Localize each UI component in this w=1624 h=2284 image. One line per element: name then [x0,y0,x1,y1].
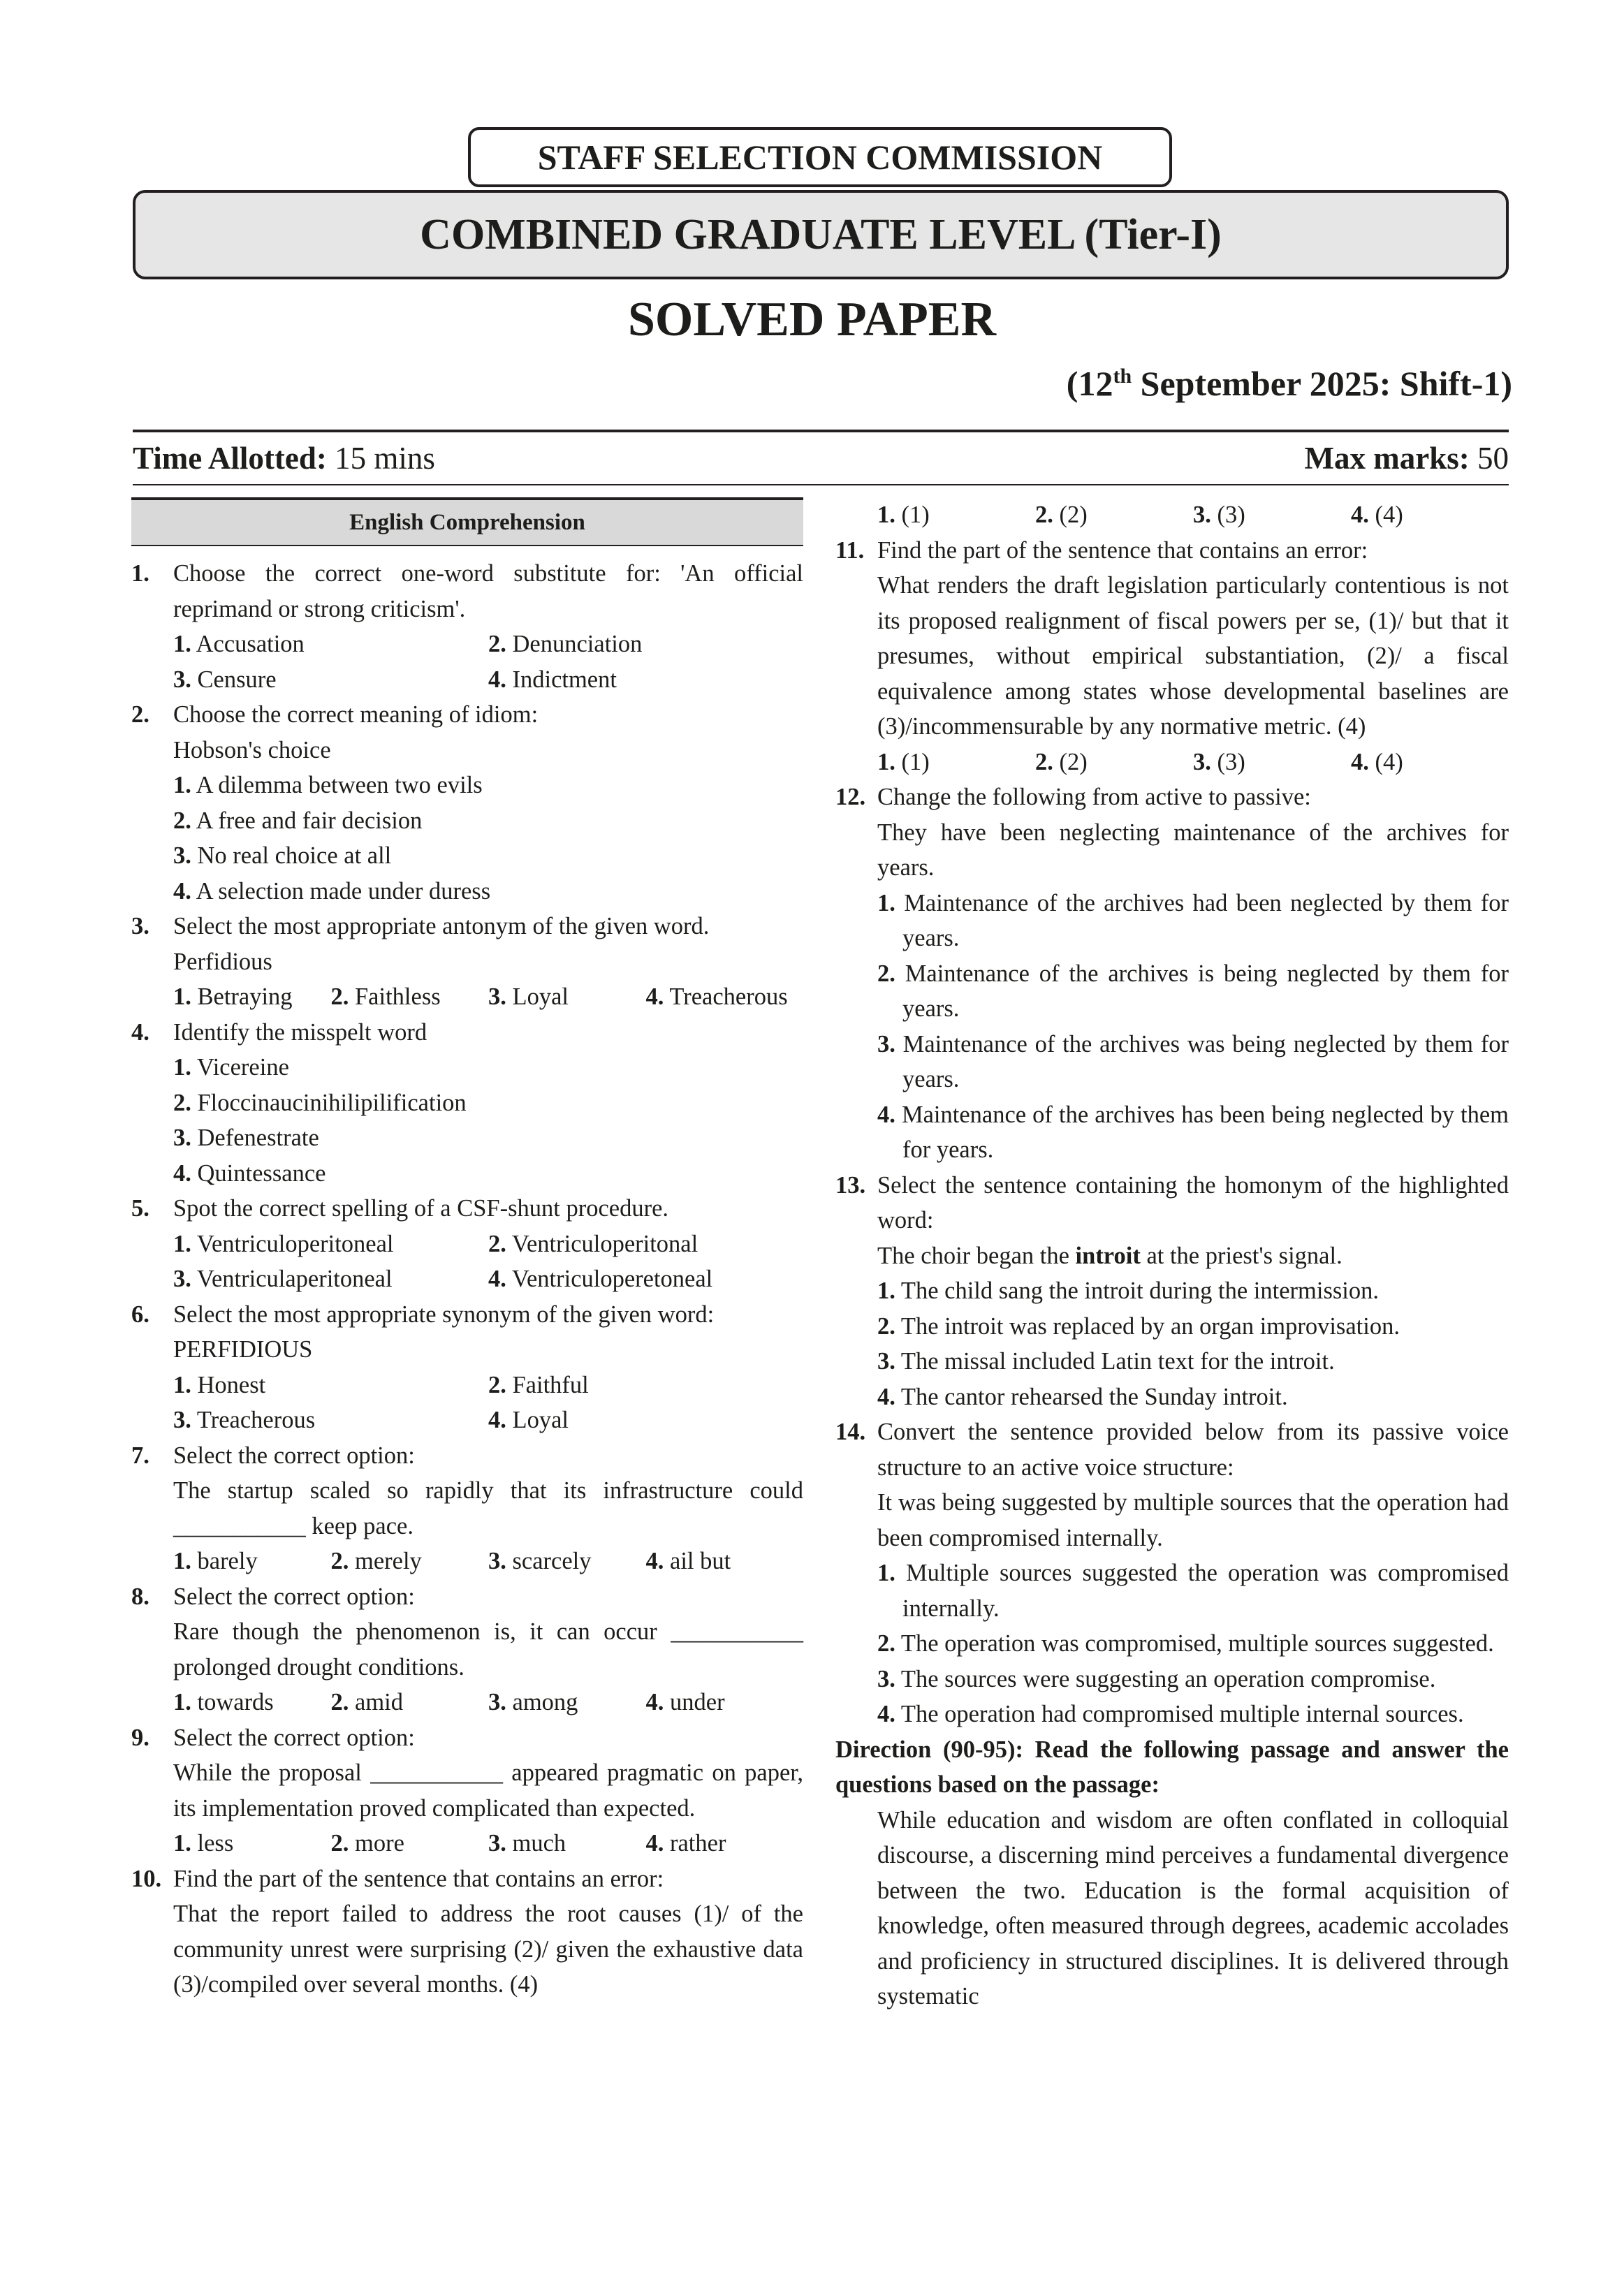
options: 1. Betraying 2. Faithless 3. Loyal 4. Treacherous [173,983,788,1010]
options: 1. less 2. more 3. much 4. rather [173,1830,726,1857]
option: 2. A free and fair decision [173,807,423,834]
exam-title: COMBINED GRADUATE LEVEL (Tier-I) [420,210,1222,258]
options: 1. towards 2. amid 3. among 4. under [173,1689,725,1715]
option: 1. A dilemma between two evils [173,772,483,798]
question-prompt: While the proposal ___________ appeared pragmatic on paper, its implementation proved complicated than expected. [173,1759,803,1822]
option: 4. Maintenance of the archives has been being neglected by them for years. [877,1101,1509,1163]
question: 14. Convert the sentence provided below from its passive voice structure to an active voice structure: [835,1419,1509,1481]
question: 6. Select the most appropriate synonym of the given word: [131,1301,715,1328]
question-prompt: PERFIDIOUS [173,1336,313,1363]
right-column [835,497,1509,2014]
divider [133,430,1509,432]
option: 1. Maintenance of the archives had been neglected by them for years. [877,889,1509,951]
question: 7. Select the correct option: [131,1442,415,1469]
option: 1. The child sang the introit during the intermission. [877,1278,1380,1304]
question-prompt: That the report failed to address the root causes (1)/ of the community unrest were surprising (2)/ given the exhaustive data (3)/compiled over several months. (4) [173,1901,803,1998]
question: 1. Choose the correct one-word substitute for: 'An official reprimand or strong criticism'. [131,560,803,622]
org-banner [468,127,1172,187]
question-prompt: It was being suggested by multiple sources that the operation had been compromised internally. [877,1489,1509,1551]
question-prompt: The startup scaled so rapidly that its infrastructure could ___________ keep pace. [173,1477,803,1539]
option: 2. The operation was compromised, multiple sources suggested. [877,1630,1494,1657]
options: 1. Accusation 2. Denunciation [173,631,643,657]
options: 3. Treacherous 4. Loyal [173,1407,569,1433]
option: 3. The sources were suggesting an operation compromise. [877,1665,1436,1692]
passage-direction: Direction (90-95): Read the following passage and answer the questions based on the passage: [835,1736,1509,1798]
option: 2. Maintenance of the archives is being neglected by them for years. [877,960,1509,1022]
option: 3. No real choice at all [173,842,392,869]
question-prompt: Rare though the phenomenon is, it can occur ___________ prolonged drought conditions. [173,1618,803,1681]
question: 9. Select the correct option: [131,1724,415,1751]
options: 3. Censure 4. Indictment [173,666,617,693]
option: 4. The operation had compromised multiple internal sources. [877,1701,1464,1727]
option: 3. The missal included Latin text for the introit. [877,1348,1335,1375]
question: 10. Find the part of the sentence that contains an error: [131,1865,664,1892]
question-prompt: Perfidious [173,948,272,975]
option: 1. Vicereine [173,1054,289,1081]
question-prompt: What renders the draft legislation particularly contentious is not its proposed realignment of fiscal powers per se, (1)/ but that it presumes, without empirical substantiation, (2)/ a fiscal equivalence among states whose developmental baselines are (3)/incommensurable by any normative metric. (4) [877,572,1509,740]
option: 4. A selection made under duress [173,877,491,905]
question-prompt: The choir began the introit at the priest's signal. [877,1242,1343,1269]
org-title: STAFF SELECTION COMMISSION [537,138,1103,177]
options: 1. (1) 2. (2) 3. (3) 4. (4) [877,502,1403,528]
question: 2. Choose the correct meaning of idiom: [131,701,539,728]
passage-text: While education and wisdom are often conflated in colloquial discourse, a discerning mind perceives a fundamental divergence between the two. Education is the formal acquisition of knowledge, often measured through degrees, academic accolades and proficiency in structured disciplines. It is delivered through systematic [877,1806,1509,2010]
divider [133,484,1509,485]
question: 12. Change the following from active to passive: [835,784,1311,810]
option: 3. Defenestrate [173,1125,319,1151]
left-column [131,497,803,2003]
question: 13. Select the sentence containing the homonym of the highlighted word: [835,1171,1509,1233]
question-prompt: They have been neglecting maintenance of the archives for years. [877,819,1509,881]
option: 2. Floccinaucinihilipilification [173,1089,467,1116]
section-heading: English Comprehension [131,497,803,546]
option: 3. Maintenance of the archives was being neglected by them for years. [877,1030,1509,1092]
option: 2. The introit was replaced by an organ improvisation. [877,1312,1400,1340]
question: 4. Identify the misspelt word [131,1018,427,1046]
question: 3. Select the most appropriate antonym of the given word. [131,913,710,939]
option: 1. Multiple sources suggested the operation was compromised internally. [877,1560,1509,1622]
option: 4. The cantor rehearsed the Sunday introit. [877,1383,1288,1410]
question-prompt: Hobson's choice [173,736,331,763]
exam-banner [133,190,1509,279]
max-marks: Max marks: 50 [1304,441,1509,476]
options: 1. Ventriculoperitoneal 2. Ventriculoperitonal [173,1230,698,1257]
paper-title: SOLVED PAPER [627,293,997,346]
question: 5. Spot the correct spelling of a CSF-shunt procedure. [131,1195,669,1222]
option: 4. Quintessance [173,1159,326,1187]
exam-date: (12th September 2025: Shift-1) [1066,364,1512,403]
options: 1. barely 2. merely 3. scarcely 4. ail but [173,1548,731,1574]
highlighted-word: introit [1075,1242,1141,1269]
options: 1. Honest 2. Faithful [173,1371,589,1398]
time-allotted: Time Allotted: 15 mins [133,441,435,476]
options: 3. Ventriculaperitoneal 4. Ventriculoperetoneal [173,1266,713,1292]
question: 11. Find the part of the sentence that contains an error: [835,536,1368,564]
options: 1. (1) 2. (2) 3. (3) 4. (4) [877,748,1403,775]
question: 8. Select the correct option: [131,1583,415,1610]
